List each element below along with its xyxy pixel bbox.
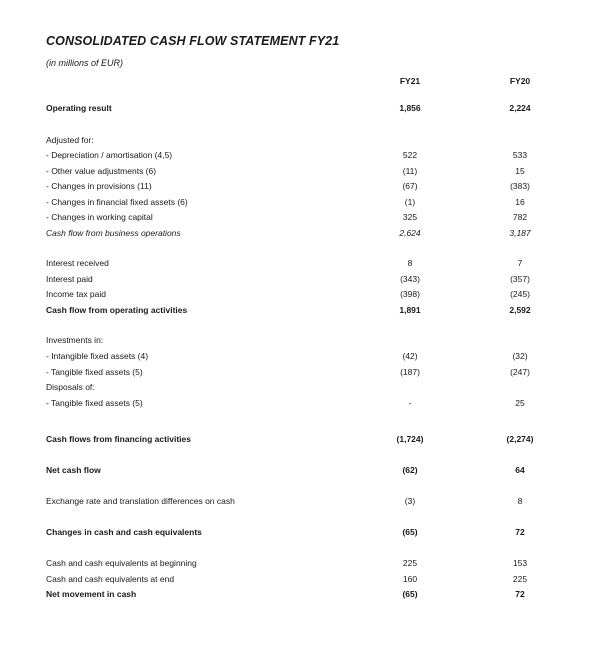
value-fy20: 72 (515, 589, 525, 599)
value-fy21: 160 (402, 574, 418, 584)
value-fy21: 225 (402, 558, 418, 568)
table-row (0, 101, 601, 115)
value-fy21: (65) (402, 589, 418, 599)
value-fy20: (383) (510, 181, 530, 191)
row-label: - Changes in financial fixed assets (6) (46, 197, 188, 207)
column-header-fy21: FY21 (399, 76, 421, 86)
table-row (0, 272, 601, 286)
value-fy20: 64 (515, 465, 525, 475)
table-row (0, 349, 601, 363)
table-row (0, 226, 601, 240)
table-row (0, 133, 601, 147)
table-row (0, 333, 601, 347)
row-label: Operating result (46, 103, 112, 113)
value-fy20: (247) (510, 367, 530, 377)
table-row (0, 463, 601, 477)
value-fy21: (62) (402, 465, 418, 475)
table-row (0, 494, 601, 508)
value-fy20: 153 (512, 558, 528, 568)
table-row (0, 572, 601, 586)
row-label: - Tangible fixed assets (5) (46, 367, 143, 377)
table-row (0, 179, 601, 193)
value-fy21: (1,724) (396, 434, 424, 444)
value-fy21: (343) (400, 274, 420, 284)
value-fy21: (65) (402, 527, 418, 537)
row-label: Cash flow from operating activities (46, 305, 188, 315)
value-fy20: (245) (510, 289, 530, 299)
table-row (0, 396, 601, 410)
value-fy21: 1,891 (399, 305, 421, 315)
table-row (0, 303, 601, 317)
row-label: Cash and cash equivalents at beginning (46, 558, 197, 568)
value-fy21: (3) (404, 496, 416, 506)
value-fy21: 2,624 (399, 228, 421, 238)
row-label: Changes in cash and cash equivalents (46, 527, 202, 537)
value-fy21: 8 (407, 258, 413, 268)
value-fy21: 1,856 (399, 103, 421, 113)
value-fy20: 225 (512, 574, 528, 584)
statement-title: CONSOLIDATED CASH FLOW STATEMENT FY21 (46, 34, 340, 48)
table-row (0, 525, 601, 539)
table-row (0, 148, 601, 162)
row-label: - Other value adjustments (6) (46, 166, 157, 176)
row-label: - Tangible fixed assets (5) (46, 398, 143, 408)
value-fy20: 533 (512, 150, 528, 160)
value-fy20: 2,224 (509, 103, 531, 113)
row-label: Income tax paid (46, 289, 107, 299)
value-fy20: 782 (512, 212, 528, 222)
row-label: Interest paid (46, 274, 93, 284)
row-label: Disposals of: (46, 382, 95, 392)
value-fy21: (187) (400, 367, 420, 377)
value-fy21: (11) (402, 166, 418, 176)
row-label: Adjusted for: (46, 135, 94, 145)
table-row (0, 587, 601, 601)
row-label: Cash and cash equivalents at end (46, 574, 175, 584)
row-label: Cash flow from business operations (46, 228, 181, 238)
value-fy21: 325 (402, 212, 418, 222)
value-fy21: (42) (402, 351, 418, 361)
table-row (0, 556, 601, 570)
value-fy20: 72 (515, 527, 525, 537)
row-label: - Depreciation / amortisation (4,5) (46, 150, 173, 160)
value-fy20: 25 (515, 398, 525, 408)
row-label: Interest received (46, 258, 109, 268)
table-row (0, 210, 601, 224)
value-fy20: 3,187 (509, 228, 531, 238)
row-label: Investments in: (46, 335, 104, 345)
value-fy20: 8 (517, 496, 523, 506)
table-row (0, 287, 601, 301)
value-fy20: 15 (515, 166, 525, 176)
value-fy20: (2,274) (506, 434, 534, 444)
value-fy20: 16 (515, 197, 525, 207)
row-label: - Changes in provisions (11) (46, 181, 152, 191)
table-row (0, 365, 601, 379)
value-fy21: - (408, 398, 412, 408)
value-fy20: 2,592 (509, 305, 531, 315)
table-row (0, 195, 601, 209)
table-row (0, 256, 601, 270)
table-row (0, 380, 601, 394)
row-label: Cash flows from financing activities (46, 434, 192, 444)
value-fy21: 522 (402, 150, 418, 160)
row-label: - Intangible fixed assets (4) (46, 351, 149, 361)
statement-subtitle: (in millions of EUR) (46, 58, 124, 68)
column-header-fy20: FY20 (509, 76, 531, 86)
row-label: Net cash flow (46, 465, 101, 475)
row-label: Exchange rate and translation differences on cash (46, 496, 235, 506)
value-fy21: (1) (404, 197, 416, 207)
row-label: - Changes in working capital (46, 212, 153, 222)
table-row (0, 164, 601, 178)
value-fy20: (357) (510, 274, 530, 284)
value-fy21: (398) (400, 289, 420, 299)
row-label: Net movement in cash (46, 589, 137, 599)
value-fy21: (67) (402, 181, 418, 191)
table-row (0, 432, 601, 446)
value-fy20: 7 (517, 258, 523, 268)
value-fy20: (32) (512, 351, 528, 361)
